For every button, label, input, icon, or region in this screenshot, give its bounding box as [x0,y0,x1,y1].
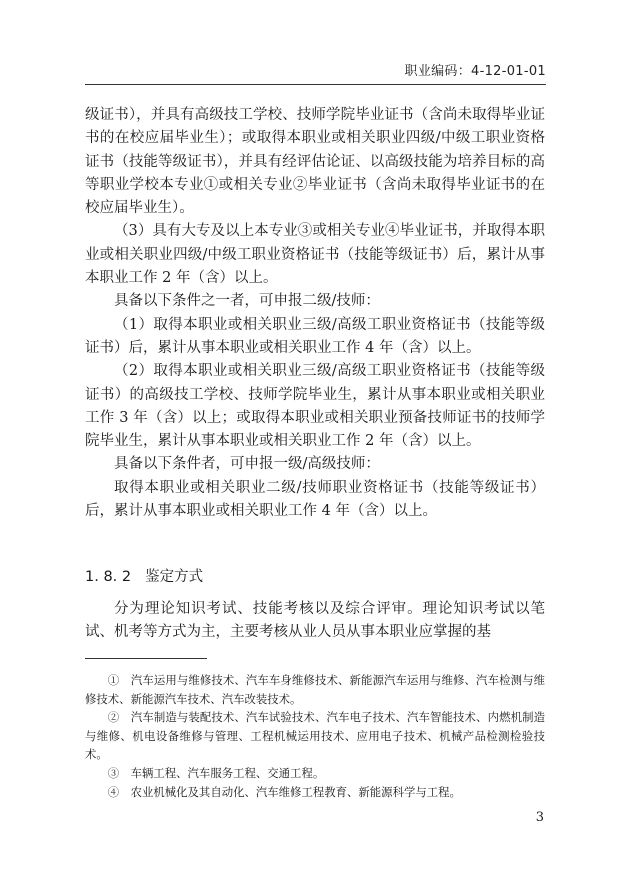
section-paragraph: 分为理论知识考试、技能考核以及综合评审。理论知识考试以笔试、机考等方式为主，主要考核从业人员从事本职业应掌握的基 [85,601,545,641]
body-text [85,104,545,523]
footnote-4: ④ 农业机械化及其自动化、汽车维修工程教育、新能源科学与工程。 [107,784,461,799]
paragraph-level2-intro: 具备以下条件之一者，可申报二级/技师： [114,293,380,310]
paragraph-level1-condition: 取得本职业或相关职业二级/技师职业资格证书（技能等级证书）后，累计从事本职业或相关职业工作 4 年（含）以上。 [85,479,545,520]
section-number: 1. 8. 2 [85,569,132,585]
footnotes [85,671,545,801]
page-number: 3 [535,810,544,825]
paragraph-condition-3: （3）具有大专及以上本专业③或相关专业④毕业证书，并取得本职业或相关职业四级/中级工职业资格证书（技能等级证书）后，累计从事本职业工作 2 年（含）以上。 [85,223,545,287]
paragraph-continuation: 级证书），并具有高级技工学校、技师学院毕业证书（含尚未取得毕业证书的在校应届毕业生）；或取得本职业或相关职业四级/中级工职业资格证书（技能等级证书），并具有经评估论证、以高级技能为培养目标的高等职业学校本专业①或相关专业②毕业证书（含尚未取得毕业证书的在校应届毕业生）。 [85,107,545,217]
paragraph-level2-condition-1: （1）取得本职业或相关职业三级/高级工职业资格证书（技能等级证书）后，累计从事本职业或相关职业工作 4 年（含）以上。 [85,316,545,356]
footnote-3: ③ 车辆工程、汽车服务工程、交通工程。 [107,765,325,780]
section-title: 鉴定方式 [145,569,204,585]
header-rule [85,84,546,85]
footnote-1: ① 汽车运用与维修技术、汽车车身维修技术、新能源汽车运用与维修、汽车检测与维修技术、新能源汽车技术、汽车改装技术。 [85,673,545,706]
paragraph-level1-intro: 具备以下条件者，可申报一级/高级技师： [114,456,380,473]
section-body [85,598,545,645]
occupation-code-header: 职业编码：4-12-01-01 [404,64,546,79]
footnote-rule [85,658,207,659]
footnote-2: ② 汽车制造与装配技术、汽车试验技术、汽车电子技术、汽车智能技术、内燃机制造与维修、机电设备维修与管理、工程机械运用技术、应用电子技术、机械产品检测检验技术。 [85,710,545,762]
paragraph-level2-condition-2: （2）取得本职业或相关职业三级/高级工职业资格证书（技能等级证书）的高级技工学校、技师学院毕业生，累计从事本职业或相关职业工作 3 年（含）以上；或取得本职业或相关职业预备技师证书的技师学院毕业生，累计从事本职业或相关职业工作 2 年（含）以上。 [85,363,545,450]
section-heading [85,565,203,586]
